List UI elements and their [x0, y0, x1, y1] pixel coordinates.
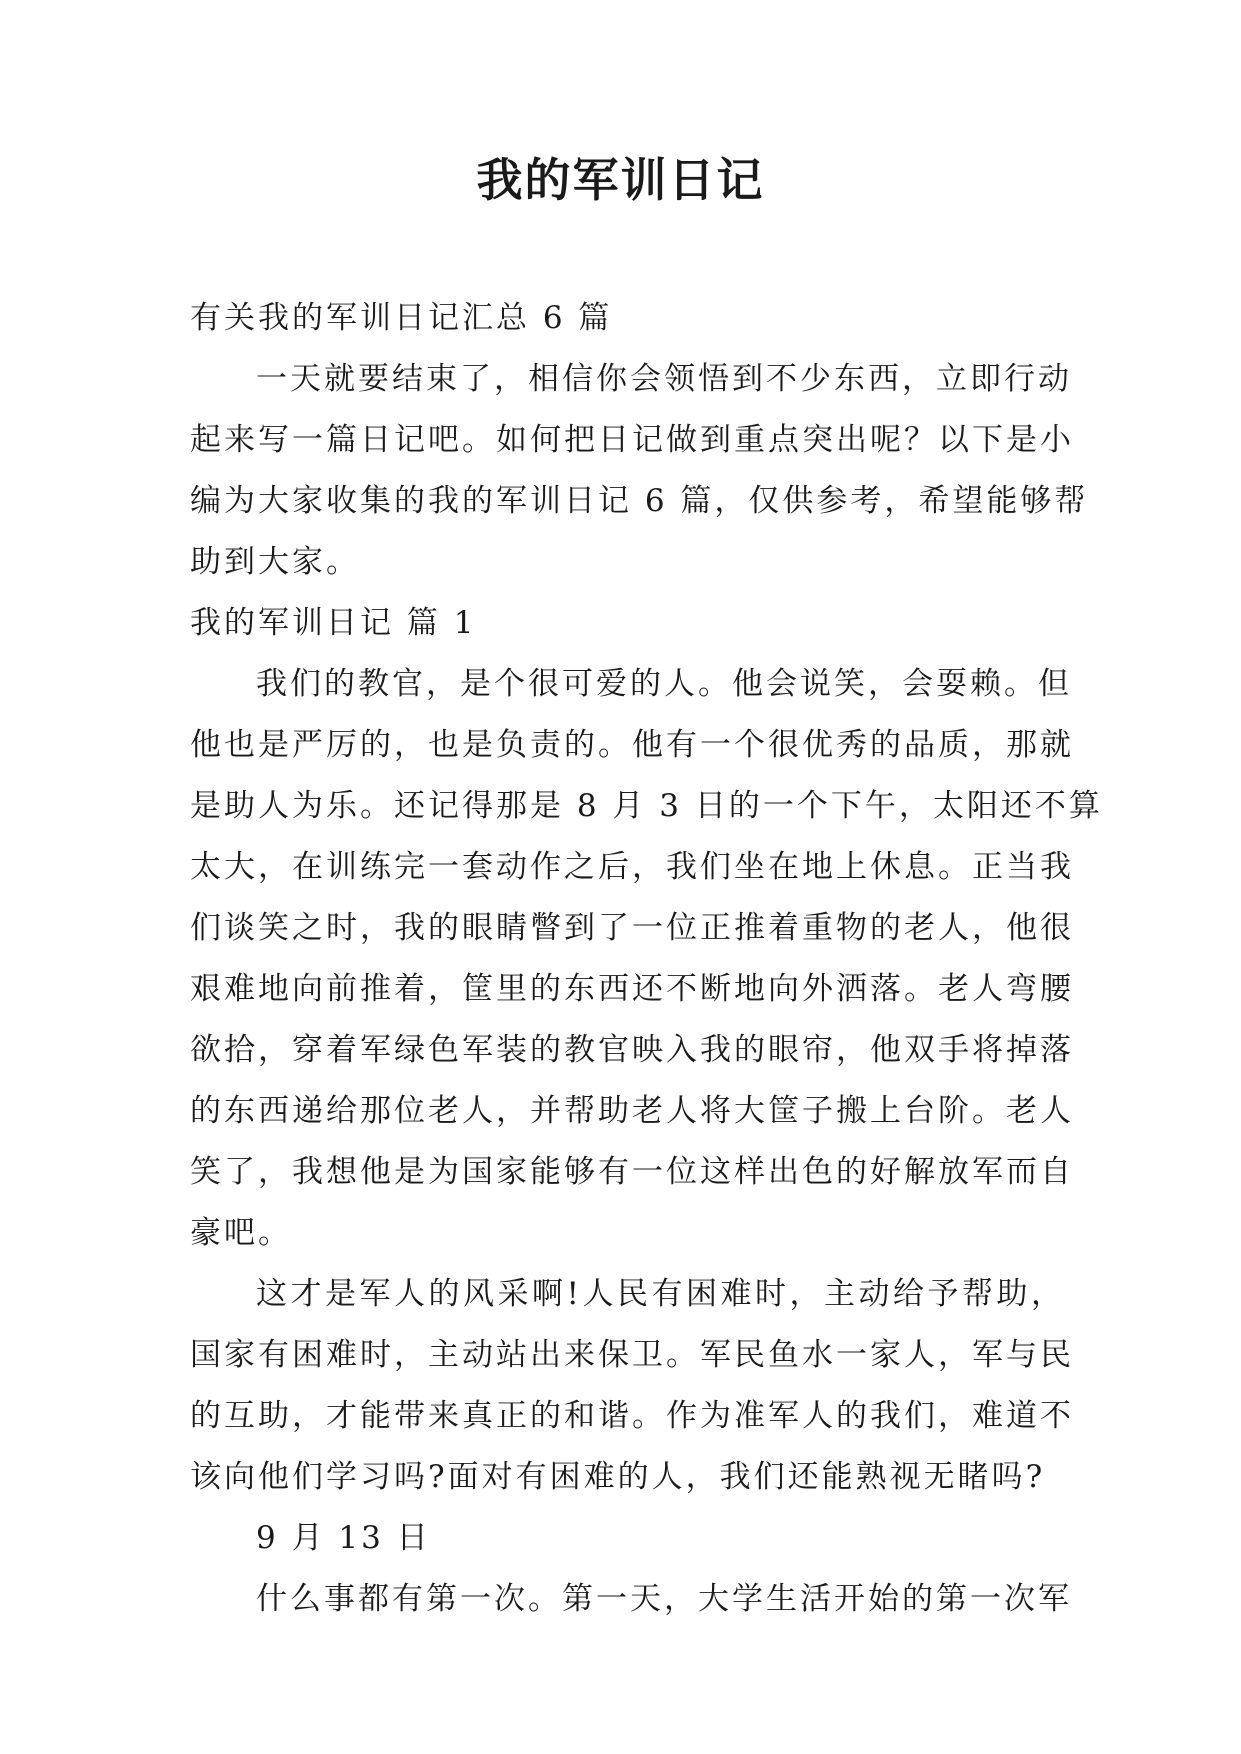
text-line: 有关我的军训日记汇总 6 篇 [190, 300, 613, 336]
text-line: 国家有困难时，主动站出来保卫。军民鱼水一家人，军与民 [190, 1337, 1074, 1373]
text-line: 太大，在训练完一套动作之后，我们坐在地上休息。正当我 [190, 849, 1074, 885]
text-line: 该向他们学习吗?面对有困难的人，我们还能熟视无睹吗? [190, 1459, 1046, 1495]
text-line: 豪吧。 [190, 1215, 292, 1251]
document-body [190, 288, 1103, 1630]
text-line: 笑了，我想他是为国家能够有一位这样出色的好解放军而自 [190, 1154, 1074, 1190]
text-line: 欲拾，穿着军绿色军装的教官映入我的眼帘，他双手将掉落 [190, 1032, 1074, 1068]
text-line: 他也是严厉的，也是负责的。他有一个很优秀的品质，那就 [190, 727, 1074, 763]
text-line: 这才是军人的风采啊!人民有困难时，主动给予帮助， [256, 1276, 1065, 1312]
text-line: 的互助，才能带来真正的和谐。作为准军人的我们，难道不 [190, 1398, 1074, 1434]
text-line: 一天就要结束了，相信你会领悟到不少东西，立即行动 [256, 361, 1072, 397]
document-title: 我的军训日记 [476, 153, 765, 207]
text-line: 艰难地向前推着，筐里的东西还不断地向外洒落。老人弯腰 [190, 971, 1074, 1007]
text-line: 助到大家。 [190, 544, 360, 580]
text-line: 什么事都有第一次。第一天，大学生活开始的第一次军 [256, 1581, 1072, 1617]
text-line: 编为大家收集的我的军训日记 6 篇，仅供参考，希望能够帮 [190, 483, 1089, 519]
text-line: 起来写一篇日记吧。如何把日记做到重点突出呢？以下是小 [190, 422, 1074, 458]
text-line: 的东西递给那位老人，并帮助老人将大筐子搬上台阶。老人 [190, 1093, 1074, 1129]
text-line: 我的军训日记 篇 1 [190, 605, 477, 641]
text-line: 们谈笑之时，我的眼睛瞥到了一位正推着重物的老人，他很 [190, 910, 1074, 946]
text-line: 我们的教官，是个很可爱的人。他会说笑，会耍赖。但 [256, 666, 1072, 702]
text-line: 9 月 13 日 [256, 1520, 431, 1556]
text-line: 是助人为乐。还记得那是 8 月 3 日的一个下午，太阳还不算 [190, 788, 1103, 824]
